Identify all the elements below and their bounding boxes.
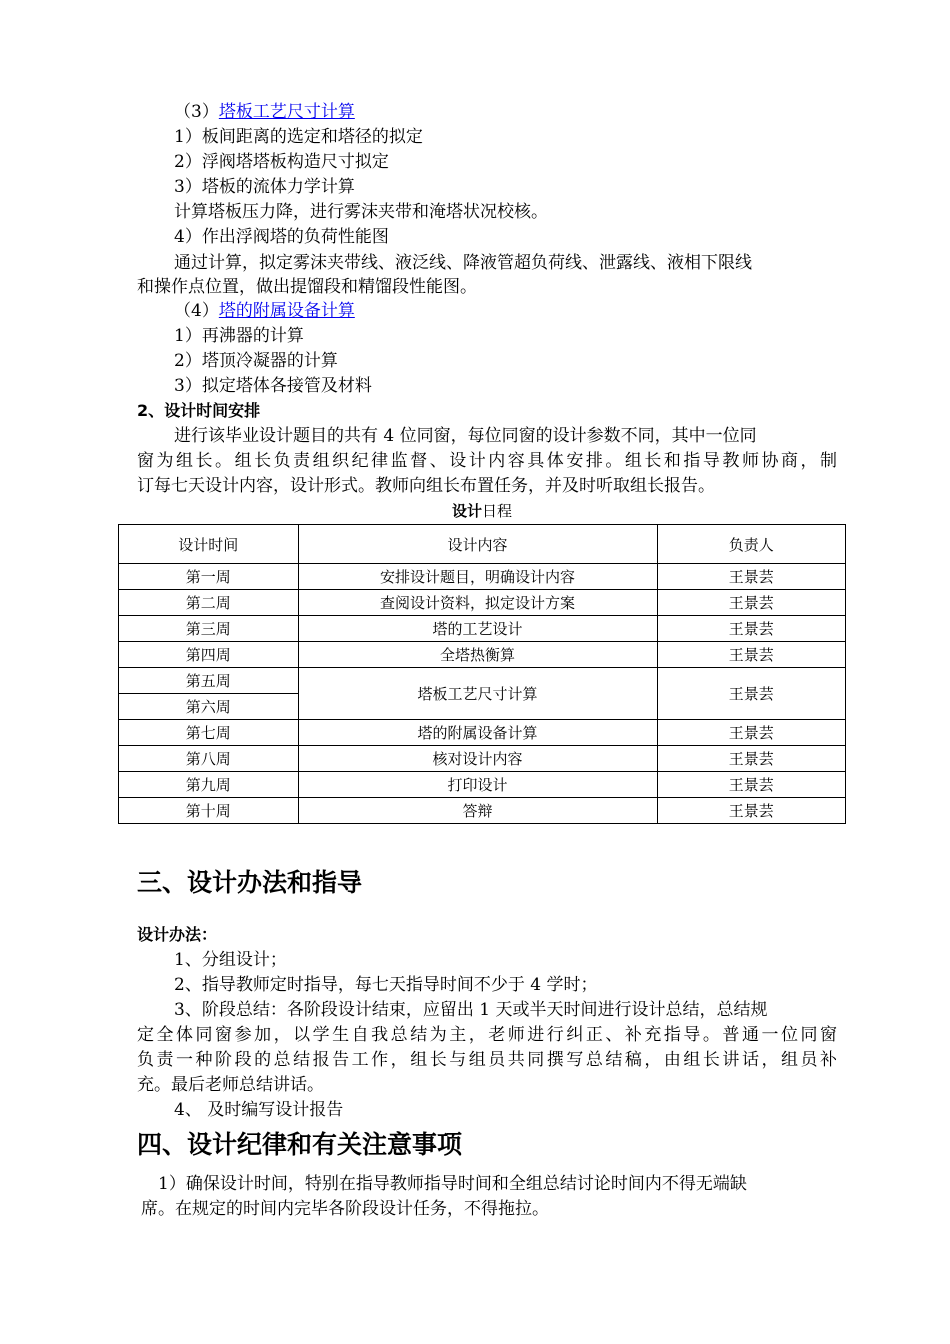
sub-item-4: 4）作出浮阀塔的负荷性能图: [174, 227, 389, 247]
aux-item-1: 1）再沸器的计算: [174, 326, 304, 346]
sub-item-3-detail: 计算塔板压力降，进行雾沫夹带和淹塔状况校核。: [174, 202, 548, 222]
week-cell: 第十周: [119, 798, 299, 824]
item3-link[interactable]: 塔板工艺尺寸计算: [218, 102, 355, 122]
table-row: [119, 668, 846, 694]
aux-item-3: 3）拟定塔体各接管及材料: [174, 376, 372, 396]
method-item-2: 2、指导教师定时指导，每七天指导时间不少于 4 学时；: [174, 975, 598, 995]
header-content: 设计内容: [298, 525, 657, 564]
table-header-row: [119, 525, 846, 564]
week-cell: 第九周: [119, 772, 299, 798]
owner-cell: 王景芸: [657, 616, 846, 642]
table-row: [119, 772, 846, 798]
owner-cell: 王景芸: [657, 642, 846, 668]
sub-item-4-detail-line1: 通过计算，拟定雾沫夹带线、液泛线、降液管超负荷线、泄露线、液相下限线: [174, 253, 752, 273]
aux-item-2: 2）塔顶冷凝器的计算: [174, 351, 338, 371]
method-item-3-line4: 充。最后老师总结讲话。: [137, 1075, 324, 1095]
item4-prefix: （4）: [174, 301, 219, 321]
week-cell: 第六周: [119, 694, 299, 720]
owner-cell: 王景芸: [657, 798, 846, 824]
content-cell: 全塔热衡算: [298, 642, 657, 668]
table-row: [119, 616, 846, 642]
content-cell: 塔的附属设备计算: [298, 720, 657, 746]
schedule-para-line1: 进行该毕业设计题目的共有 4 位同窗，每位同窗的设计参数不同，其中一位同: [174, 426, 757, 446]
content-cell: 打印设计: [298, 772, 657, 798]
method-item-3-line2: 定全体同窗参加，以学生自我总结为主，老师进行纠正、补充指导。普通一位同窗: [137, 1025, 837, 1045]
schedule-para-line2: 窗为组长。组长负责组织纪律监督、设计内容具体安排。组长和指导教师协商，制: [137, 451, 837, 471]
owner-cell: 王景芸: [657, 772, 846, 798]
caption-bold: 设计: [451, 502, 482, 520]
table-caption: [118, 500, 846, 522]
content-cell: 安排设计题目，明确设计内容: [298, 564, 657, 590]
week-cell: 第七周: [119, 720, 299, 746]
item3-line: [174, 100, 355, 124]
week-cell: 第二周: [119, 590, 299, 616]
schedule-heading: 2、设计时间安排: [137, 401, 261, 420]
method-item-4: 4、 及时编写设计报告: [174, 1100, 344, 1120]
owner-cell: 王景芸: [657, 720, 846, 746]
content-cell: 查阅设计资料，拟定设计方案: [298, 590, 657, 616]
schedule-table: [118, 524, 846, 824]
item4-line: [174, 299, 355, 323]
week-cell: 第四周: [119, 642, 299, 668]
header-owner: 负责人: [657, 525, 846, 564]
owner-cell: 王景芸: [657, 590, 846, 616]
week-cell: 第一周: [119, 564, 299, 590]
week-cell: 第八周: [119, 746, 299, 772]
table-row: [119, 564, 846, 590]
week-cell: 第五周: [119, 668, 299, 694]
table-row: [119, 746, 846, 772]
sub-item-4-detail-line2: 和操作点位置，做出提馏段和精馏段性能图。: [137, 277, 477, 297]
sub-item-3: 3）塔板的流体力学计算: [174, 177, 355, 197]
item3-prefix: （3）: [174, 102, 219, 122]
owner-cell: 王景芸: [657, 668, 846, 720]
week-cell: 第三周: [119, 616, 299, 642]
table-row: [119, 590, 846, 616]
table-row: [119, 642, 846, 668]
owner-cell: 王景芸: [657, 564, 846, 590]
content-cell: 塔的工艺设计: [298, 616, 657, 642]
sub-item-1: 1）板间距离的选定和塔径的拟定: [174, 127, 423, 147]
content-cell: 塔板工艺尺寸计算: [298, 668, 657, 720]
method-item-3-line3: 负责一种阶段的总结报告工作，组长与组员共同撰写总结稿，由组长讲话，组员补: [137, 1050, 837, 1070]
table-row: [119, 720, 846, 746]
method-item-3-line1: 3、阶段总结：各阶段设计结束，应留出 1 天或半天时间进行设计总结，总结规: [174, 1000, 768, 1020]
table-row: [119, 798, 846, 824]
content-cell: 答辩: [298, 798, 657, 824]
method-item-1: 1、分组设计；: [174, 950, 287, 970]
caption-rest: 日程: [482, 502, 513, 520]
discipline-line1: 1）确保设计时间，特别在指导教师指导时间和全组总结讨论时间内不得无端缺: [158, 1174, 747, 1194]
owner-cell: 王景芸: [657, 746, 846, 772]
discipline-line2: 席。在规定的时间内完毕各阶段设计任务，不得拖拉。: [141, 1199, 549, 1219]
method-subheading: 设计办法：: [137, 925, 218, 944]
sub-item-2: 2）浮阀塔塔板构造尺寸拟定: [174, 152, 389, 172]
schedule-para-line3: 订每七天设计内容，设计形式。教师向组长布置任务，并及时听取组长报告。: [137, 476, 715, 496]
item4-link[interactable]: 塔的附属设备计算: [218, 301, 355, 321]
section3-heading: 三、设计办法和指导: [137, 868, 363, 897]
header-time: 设计时间: [119, 525, 299, 564]
section4-heading: 四、设计纪律和有关注意事项: [137, 1130, 463, 1159]
content-cell: 核对设计内容: [298, 746, 657, 772]
